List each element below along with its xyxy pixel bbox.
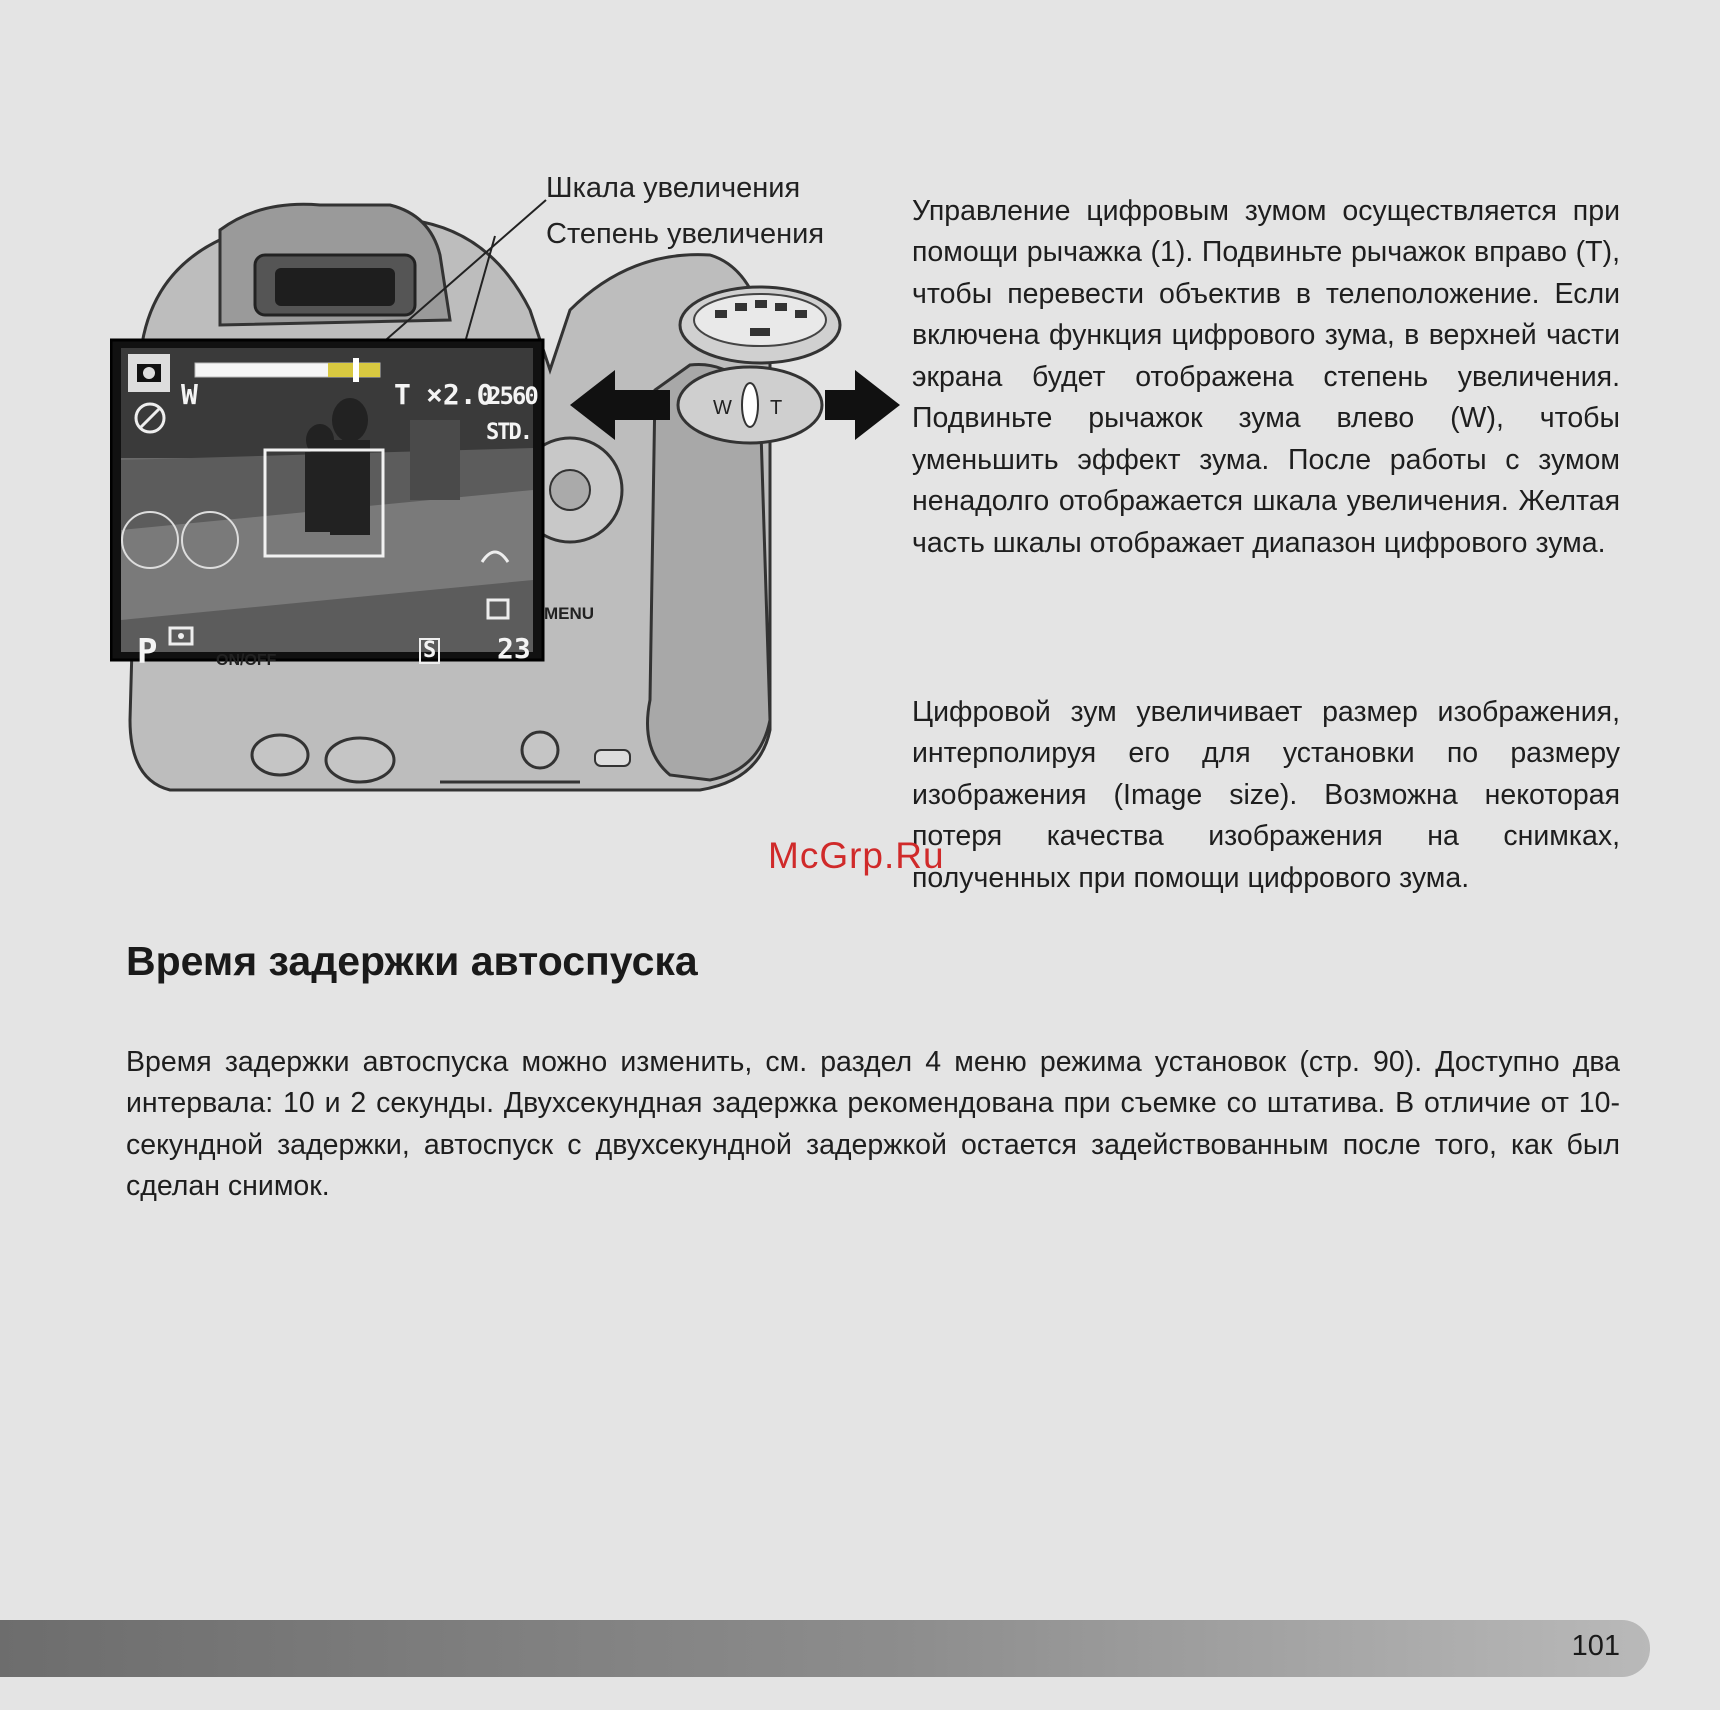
lcd-image-size: 2560 — [487, 382, 537, 410]
lcd-zoom-t: T — [394, 378, 411, 411]
lcd-image-quality: STD. — [486, 420, 531, 445]
menu-button-label: MENU — [544, 604, 595, 623]
arrow-right-icon — [825, 370, 900, 440]
callout-zoom-scale: Шкала увеличения — [546, 172, 801, 204]
lcd-overlay — [121, 370, 537, 680]
section-heading: Время задержки автоспуска — [126, 938, 698, 984]
onoff-label: ON/OFF — [216, 652, 277, 669]
footer-bar — [0, 1620, 1650, 1677]
section-body: Время задержки автоспуска можно изменить, см. раздел 4 меню режима установок (стр. 90). Доступно два интервала: 10 и 2 секунды. Двухсекундная задержка рекомендована при съемке со штатива. В отличие от 10-секундной задержки, автоспуск с двухсекундной задержкой остается задействованным после того, как был сделан снимок. — [126, 1045, 1620, 1202]
lcd-zoom-w: W — [181, 378, 198, 411]
callout-zoom-ratio: Степень увеличения — [546, 218, 825, 250]
camera-illustration — [110, 160, 900, 820]
paragraph-digital-zoom-quality: Цифровой зум увеличивает размер изображения, интерполируя его для установки по размеру изображения (Image size). Возможна некоторая потеря качества изображения на снимках, полученных при помощи цифрового зума. — [912, 695, 1620, 894]
lcd-zoom-ratio: ×2.0 — [426, 378, 494, 411]
page-number: 101 — [1571, 1630, 1620, 1662]
lever-t-label: T — [770, 397, 783, 419]
lever-w-label: W — [713, 397, 732, 419]
paragraph-digital-zoom-control: Управление цифровым зумом осуществляется при помощи рычажка (1). Подвиньте рычажок вправо (T), чтобы перевести объектив в телеположение. Если включена функция цифрового зума, в верхней части экрана будет отображена степень увеличения. Подвиньте рычажок зума влево (W), чтобы уменьшить эффект зума. После работы с зумом ненадолго отображается шкала увеличения. Желтая часть шкалы отображает диапазон цифрового зума. — [912, 194, 1620, 559]
watermark: McGrp.Ru — [768, 835, 945, 876]
lcd-sharpness: S — [419, 638, 440, 664]
lcd-exposure-mode: P — [137, 632, 158, 672]
lcd-frames-remaining: 23 — [497, 632, 531, 665]
